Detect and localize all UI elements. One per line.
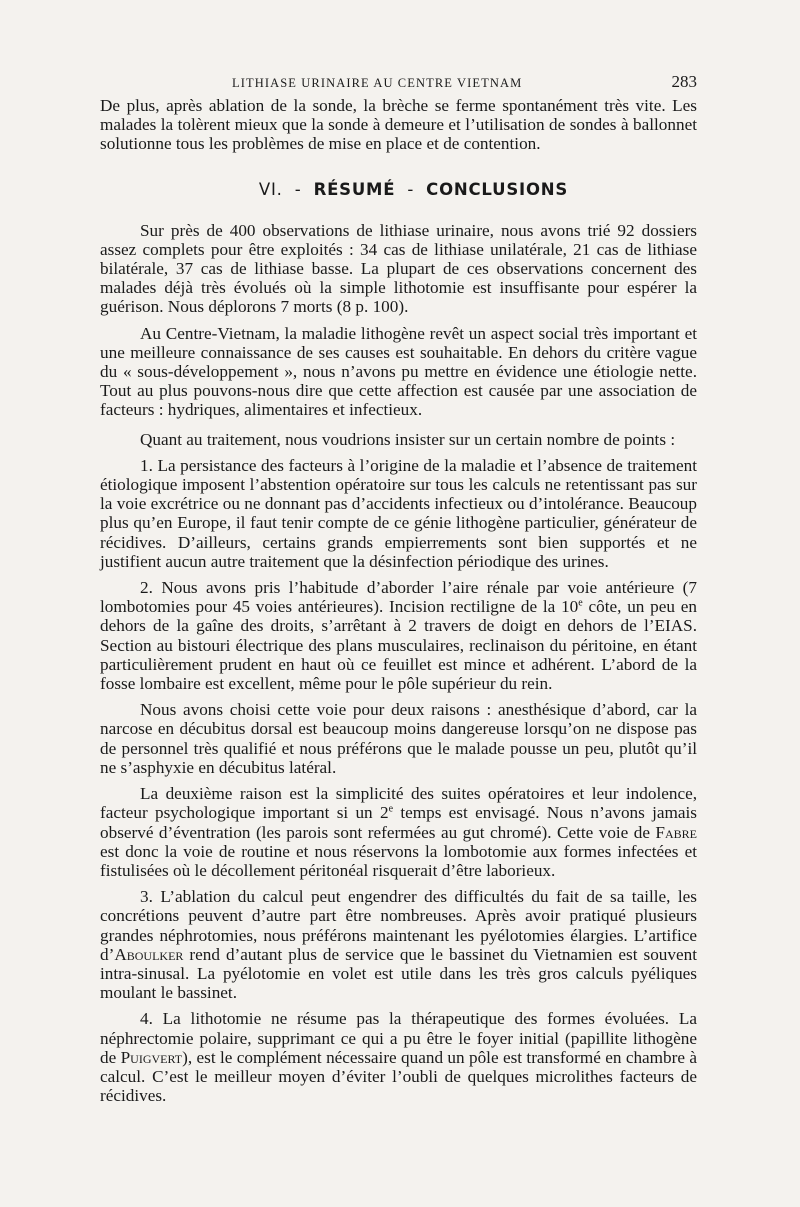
paragraph-point-3 bbox=[100, 887, 697, 1002]
section-number: VI. bbox=[258, 179, 283, 199]
text-span: 3. L’ablation du calcul peut engendrer des difficultés du fait de sa taille, les concrétions peuvent d’autre part être nombreuses. Après avoir pratiqué plusieurs grandes néphrotomies, nous préférons maintenant les pyélotomies élargies. L’artifice d’ bbox=[100, 887, 697, 964]
author-name-fabre: Fabre bbox=[655, 822, 697, 842]
paragraph-point-4 bbox=[100, 1009, 697, 1105]
running-title: LITHIASE URINAIRE AU CENTRE VIETNAM bbox=[232, 76, 523, 90]
paragraph-treatment-intro: Quant au traitement, nous voudrions insister sur un certain nombre de points : bbox=[140, 429, 676, 449]
text-span: est donc la voie de routine et nous réservons la lombotomie aux formes infectées et fistulisées où le décollement péritonéal risquerait d’être laborieux. bbox=[100, 841, 697, 880]
section-title-conclusions: CONCLUSIONS bbox=[426, 179, 569, 199]
intro-paragraph: De plus, après ablation de la sonde, la brèche se ferme spontanément très vite. Les malades la tolèrent mieux que la sonde à demeure et l’utilisation de sondes à ballonnet solutionne tous les problèmes de mise en place et de contention. bbox=[100, 96, 697, 154]
page-number: 283 bbox=[671, 72, 697, 91]
text-span: 2. Nous avons pris l’habitude d’aborder l’aire rénale par voie antérieure (7 lombotomies pour 45 voies antérieures). Incision rectiligne de la 10 bbox=[100, 578, 697, 617]
superscript: e bbox=[578, 597, 583, 609]
section-separator: - bbox=[294, 179, 302, 199]
text-span: ), est le complément nécessaire quand un pôle est transformé en chambre à calcul. C’est le meilleur moyen d’éviter l’oubli de quelques microlithes facteurs de récidives. bbox=[100, 1047, 697, 1106]
document-page bbox=[100, 70, 697, 1105]
running-header bbox=[100, 70, 697, 96]
paragraph-point-2 bbox=[100, 578, 697, 693]
paragraph-summary: Sur près de 400 observations de lithiase urinaire, nous avons trié 92 dossiers assez complets pour être exploités : 34 cas de lithiase unilatérale, 21 cas de lithiase bilatérale, 37 cas de lithiase basse. La plupart de ces observations concernent des malades déjà très évolués où la simple lithotomie est insuffisante pour espérer la guérison. Nous déplorons 7 morts (8 p. 100). bbox=[100, 220, 697, 317]
text-span: La deuxième raison est la simplicité des suites opératoires et leur indolence, facteur psychologique important si un 2 bbox=[100, 784, 697, 823]
text-span: 4. La lithotomie ne résume pas la thérapeutique des formes évoluées. La néphrectomie polaire, supprimant ce qui a pu être le foyer initial (papillite lithogène de bbox=[100, 1009, 697, 1067]
section-separator: - bbox=[407, 179, 415, 199]
author-name-puigvert: Puigvert bbox=[120, 1047, 183, 1067]
text-span: côte, un peu en dehors de la gaîne des droits, s’arrêtant à 2 travers de doigt en dehors de l’EIAS. Section au bistouri électrique des plans musculaires, reclinaison du péritoine, en étant particulièrement prudent en haut où ce feuillet est mince et adhérent. L’abord de la fosse lombaire est excellent, même pour le pôle supérieur du rein. bbox=[100, 597, 697, 694]
author-name-aboulker: Aboulker bbox=[114, 944, 184, 964]
paragraph-etiology: Au Centre-Vietnam, la maladie lithogène revêt un aspect social très important et une meilleure connaissance de ses causes est souhaitable. En dehors du critère vague du « sous-développement », nous n’avons pu mettre en évidence une étiologie nette. Tout au plus pouvons-nous dire que cette affection est causée par une association de facteurs : hydriques, alimentaires et infectieux. bbox=[100, 323, 697, 420]
text-span: rend d’autant plus de service que le bassinet du Vietnamien est souvent intra-sinusal. La pyélotomie en volet est utile dans les très gros calculs pyéliques moulant le bassinet. bbox=[100, 944, 697, 1003]
paragraph-point-1: 1. La persistance des facteurs à l’origine de la maladie et l’absence de traitement étiologique imposent l’abstention opératoire sur tous les calculs ne retentissant pas sur la voie excrétrice ou ne donnant pas d’accidents infectieux ou d’intolérance. Beaucoup plus qu’en Europe, il faut tenir compte de ce génie lithogène particulier, générateur de récidives. D’ailleurs, certains grands empierrements sont bien supportés et ne justifient aucun autre traitement que la désinfection périodique des urines. bbox=[100, 455, 697, 571]
section-heading bbox=[100, 180, 697, 199]
superscript: e bbox=[388, 803, 394, 815]
paragraph-second-reason bbox=[100, 784, 697, 880]
text-span: temps est envisagé. Nous n’avons jamais observé d’éventration (les parois sont refermées au gut chromé). Cette voie de bbox=[100, 803, 697, 842]
paragraph-reasons: Nous avons choisi cette voie pour deux raisons : anesthésique d’abord, car la narcose en décubitus dorsal est beaucoup moins dangereuse lorsqu’on ne dispose pas de personnel très qualifié et nous préférons que le malade pousse un peu, plutôt qu’il ne s’asphyxie en décubitus latéral. bbox=[100, 700, 697, 777]
section-title-resume: RÉSUMÉ bbox=[313, 179, 396, 199]
